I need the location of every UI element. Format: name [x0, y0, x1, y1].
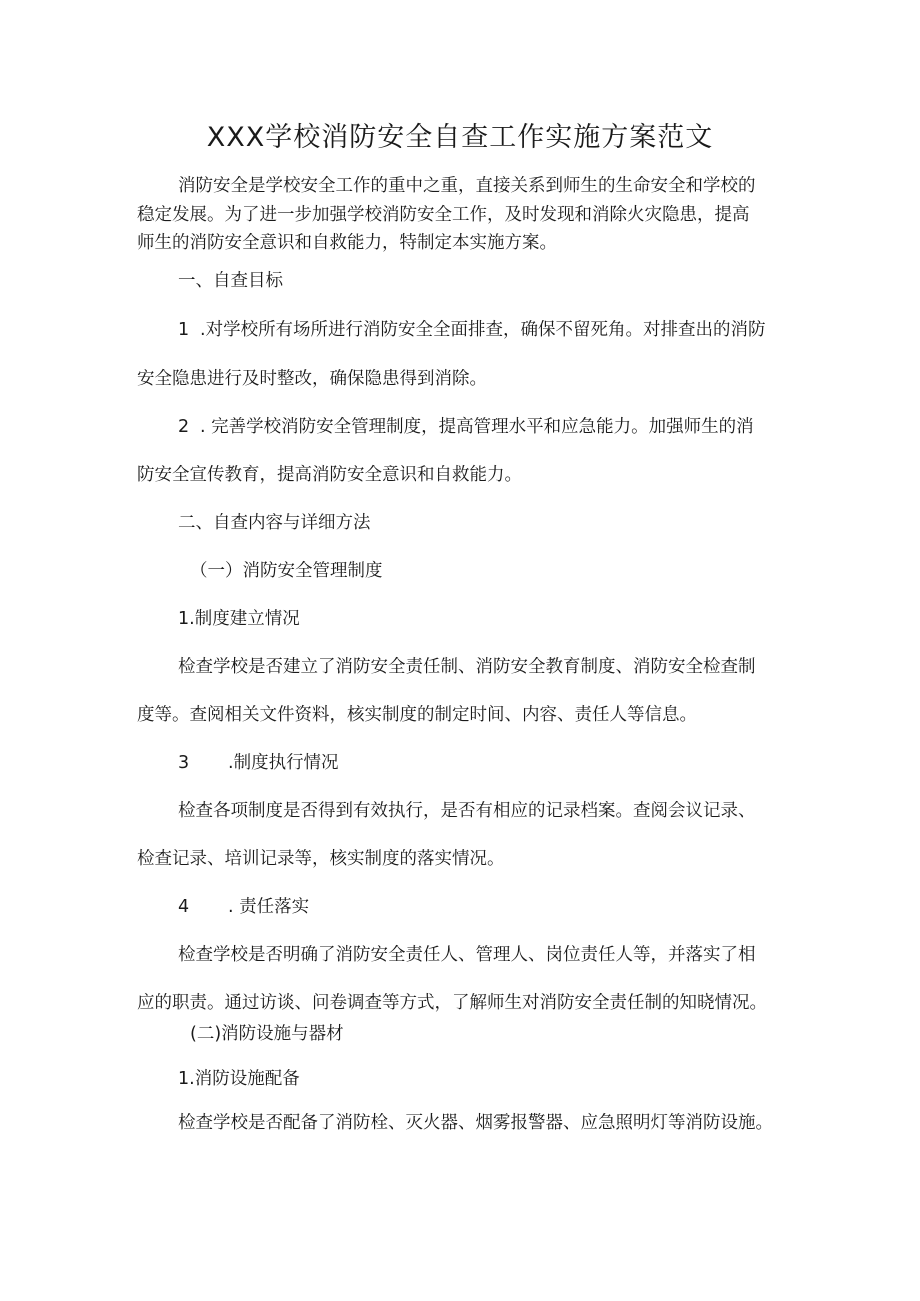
- section2-sub1-heading: （一）消防安全管理制度: [190, 561, 383, 581]
- section2-heading: 二、自查内容与详细方法: [178, 513, 371, 533]
- intro-line-2: 稳定发展。为了进一步加强学校消防安全工作，及时发现和消除火灾隐患，提高: [137, 205, 750, 225]
- section1-item1-text: .对学校所有场所进行消防安全全面排查，确保不留死角。对排查出的消防: [200, 320, 766, 340]
- section1-item1-number: 1: [178, 320, 190, 340]
- sub1-item4-line2: 应的职责。通过访谈、问卷调查等方式，了解师生对消防安全责任制的知晓情况。: [137, 993, 767, 1013]
- sub1-item4-line1: 检查学校是否明确了消防安全责任人、管理人、岗位责任人等，并落实了相: [178, 945, 756, 965]
- sub1-item4-heading: [178, 894, 309, 920]
- section2-sub2-heading: (二)消防设施与器材: [190, 1024, 344, 1044]
- sub1-item4-number: 4: [178, 897, 190, 917]
- intro-line-3: 师生的消防安全意识和自救能力，特制定本实施方案。: [137, 233, 557, 253]
- intro-line-1: 消防安全是学校安全工作的重中之重，直接关系到师生的生命安全和学校的: [178, 176, 756, 196]
- document-title: XXX学校消防安全自查工作实施方案范文: [206, 122, 714, 153]
- sub1-item1-line2: 度等。查阅相关文件资料，核实制度的制定时间、内容、责任人等信息。: [137, 705, 697, 725]
- section1-item2-text: . 完善学校消防安全管理制度，提高管理水平和应急能力。加强师生的消: [200, 417, 754, 437]
- section1-item2-number: 2: [178, 417, 190, 437]
- sub1-item3-line2: 检查记录、培训记录等，核实制度的落实情况。: [137, 849, 505, 869]
- sub1-item3-title: .制度执行情况: [228, 753, 339, 773]
- sub2-item1-heading: 1.消防设施配备: [178, 1069, 300, 1089]
- section1-item2-line2: 防安全宣传教育，提高消防安全意识和自救能力。: [137, 465, 522, 485]
- section1-item1-line2: 安全隐患进行及时整改，确保隐患得到消除。: [137, 369, 487, 389]
- sub2-item1-line1: 检查学校是否配备了消防栓、灭火器、烟雾报警器、应急照明灯等消防设施。: [178, 1113, 773, 1133]
- sub1-item3-number: 3: [178, 753, 190, 773]
- sub1-item4-title: . 责任落实: [228, 897, 310, 917]
- sub1-item3-heading: [178, 750, 339, 776]
- section1-heading: 一、自查目标: [178, 271, 283, 291]
- section1-item2-line1: [178, 414, 754, 440]
- sub1-item3-line1: 检查各项制度是否得到有效执行，是否有相应的记录档案。查阅会议记录、: [178, 801, 756, 821]
- section1-item1-line1: [178, 317, 766, 343]
- sub1-item1-line1: 检查学校是否建立了消防安全责任制、消防安全教育制度、消防安全检查制: [178, 657, 756, 677]
- sub1-item1-heading: 1.制度建立情况: [178, 609, 300, 629]
